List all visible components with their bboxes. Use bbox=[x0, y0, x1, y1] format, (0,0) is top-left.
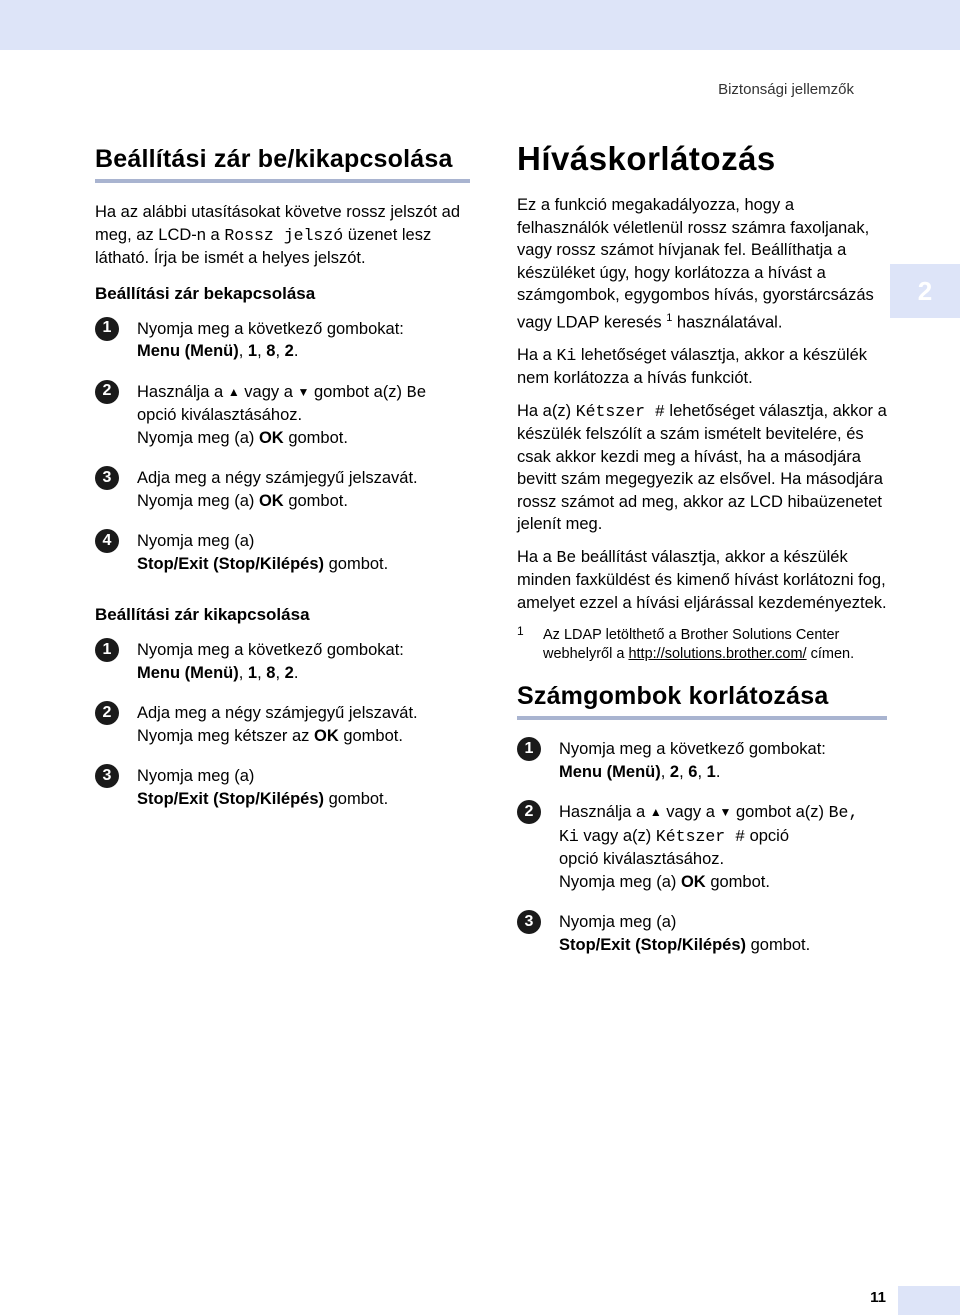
paragraph-intro: Ez a funkció megakadályozza, hogy a felhasználók véletlenül rossz számra faxoljanak, vagy rossz számot hívjanak fel. Beállíthatja a készüléket úgy, hogy korlátozza a hívást a számgombok, egygombos hívás, gyorstárcsázás vagy LDAP keresés $^1$ használatával. bbox=[517, 196, 874, 331]
page-number: 11 bbox=[870, 1288, 886, 1306]
step-number: 3 bbox=[95, 764, 119, 788]
step-dial-3: 3 Nyomja meg (a) Stop/Exit (Stop/Kilépés) gombot. bbox=[517, 911, 887, 956]
step-on-2: 2 Használja a ▲ vagy a ▼ gombot a(z) Be opció kiválasztásához. Nyomja meg (a) OK gombot. bbox=[95, 381, 470, 450]
section-title-dialpad: Számgombok korlátozása bbox=[517, 682, 887, 720]
paragraph-be: Ha a Be beállítást választja, akkor a készülék minden faxküldést és kimenő hívást korlátozni fog, amelyet ezzel a hívási eljárással kezdeményeztek. bbox=[517, 547, 887, 612]
paragraph-ketszer: Ha a(z) Kétszer # lehetőséget választja, akkor a készülék felszólít a szám ismételt bevitelére, és csak akkor kezdi meg a hívást, ha a másodjára bevitt szám megegyezik az elsővel. Ha másodjára rossz számot ad meg, akkor az LCD hibaüzenetet jelenít meg. bbox=[517, 401, 887, 533]
page-number-tab bbox=[898, 1286, 960, 1315]
step-number: 1 bbox=[95, 638, 119, 662]
step-dial-2: 2 Használja a ▲ vagy a ▼ gombot a(z) Be, Ki vagy a(z) Kétszer # opció opció kiválasztásához. Nyomja meg (a) OK gombot. bbox=[517, 801, 887, 893]
step-number: 2 bbox=[95, 701, 119, 725]
subheading-lock-on: Beállítási zár bekapcsolása bbox=[95, 283, 316, 303]
section-title-lock: Beállítási zár be/kikapcsolása bbox=[95, 145, 470, 183]
step-number: 3 bbox=[517, 910, 541, 934]
up-arrow-icon: ▲ bbox=[227, 384, 240, 399]
step-number: 3 bbox=[95, 466, 119, 490]
step-dial-1: 1 Nyomja meg a következő gombokat: Menu (Menü), 2, 6, 1. bbox=[517, 738, 887, 783]
step-number: 1 bbox=[517, 737, 541, 761]
solutions-link[interactable]: http://solutions.brother.com/ bbox=[628, 646, 807, 662]
lcd-message: Rossz jelszó bbox=[224, 225, 344, 245]
footnote: 1 Az LDAP letölthető a Brother Solutions Center webhelyről a http://solutions.brother.com/ címen. bbox=[517, 624, 855, 662]
left-column bbox=[95, 145, 470, 828]
running-header: Biztonsági jellemzők bbox=[718, 81, 854, 98]
step-number: 2 bbox=[95, 380, 119, 404]
page-title: Híváskorlátozás bbox=[517, 140, 776, 177]
step-number: 2 bbox=[517, 800, 541, 824]
paragraph-ki: Ha a Ki lehetőséget választja, akkor a készülék nem korlátozza a hívás funkciót. bbox=[517, 345, 868, 387]
step-off-3: 3 Nyomja meg (a) Stop/Exit (Stop/Kilépés) gombot. bbox=[95, 765, 470, 810]
step-on-4: 4 Nyomja meg (a) Stop/Exit (Stop/Kilépés) gombot. bbox=[95, 530, 470, 575]
step-off-1: 1 Nyomja meg a következő gombokat: Menu (Menü), 1, 8, 2. bbox=[95, 639, 470, 684]
top-band bbox=[0, 0, 960, 50]
up-arrow-icon: ▲ bbox=[649, 805, 662, 819]
down-arrow-icon: ▼ bbox=[719, 805, 732, 819]
chapter-tab: 2 bbox=[890, 264, 960, 318]
step-off-2: 2 Adja meg a négy számjegyű jelszavát. Nyomja meg kétszer az OK gombot. bbox=[95, 702, 470, 747]
step-on-3: 3 Adja meg a négy számjegyű jelszavát. Nyomja meg (a) OK gombot. bbox=[95, 467, 470, 512]
step-number: 4 bbox=[95, 529, 119, 553]
intro-paragraph: Ha az alábbi utasításokat követve rossz jelszót ad meg, az LCD-n a Rossz jelszó üzenet lesz látható. Írja be ismét a helyes jelszót. bbox=[95, 203, 461, 267]
right-column bbox=[517, 140, 887, 974]
step-number: 1 bbox=[95, 317, 119, 341]
step-on-1: 1 Nyomja meg a következő gombokat: Menu (Menü), 1, 8, 2. bbox=[95, 318, 470, 363]
down-arrow-icon: ▼ bbox=[297, 384, 310, 399]
footnote-ref: 1 bbox=[666, 311, 673, 324]
subheading-lock-off: Beállítási zár kikapcsolása bbox=[95, 605, 310, 624]
